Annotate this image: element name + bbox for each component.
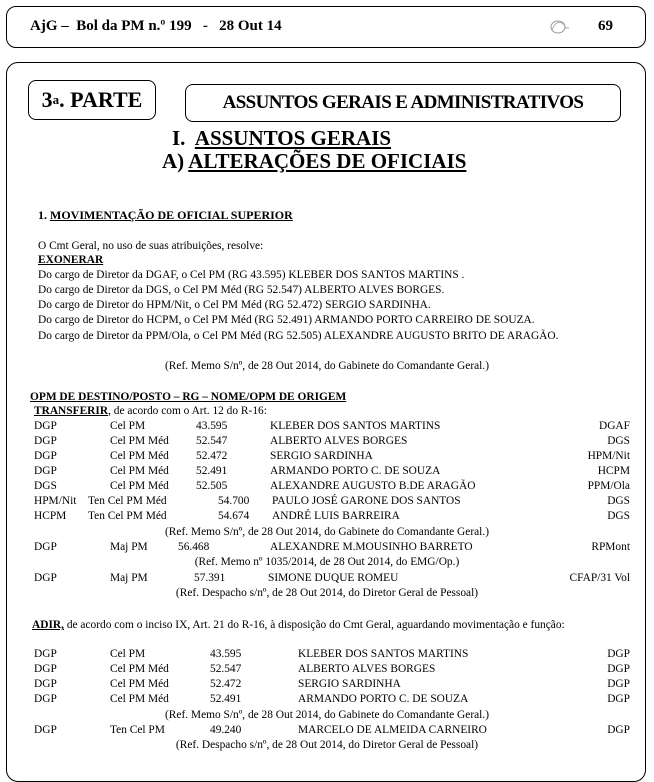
row-dest: HPM/Nit: [34, 495, 77, 507]
parte-number: 3: [41, 87, 53, 112]
row-dest: DGP: [34, 693, 57, 705]
row-dest: DGP: [34, 572, 57, 584]
row-rg: 54.700: [218, 495, 250, 507]
row-rg: 52.491: [210, 693, 242, 705]
row-origem: DGP: [607, 693, 630, 705]
row-dest: DGP: [34, 420, 57, 432]
row-origem: DGP: [607, 648, 630, 660]
row-nome: KLEBER DOS SANTOS MARTINS: [270, 420, 441, 432]
row-posto: Cel PM Méd: [110, 678, 169, 690]
section1-title: MOVIMENTAÇÃO DE OFICIAL SUPERIOR: [50, 208, 293, 222]
exonerar-line: Do cargo de Diretor do HPM/Nit, o Cel PM Méd (RG 52.472) SERGIO SARDINHA.: [38, 299, 431, 311]
row-posto: Ten Cel PM: [110, 724, 165, 736]
row-nome: ALEXANDRE AUGUSTO B.DE ARAGÃO: [270, 480, 476, 492]
row-nome: ARMANDO PORTO C. DE SOUZA: [270, 465, 441, 477]
page-number: 69: [598, 18, 613, 34]
row-dest: DGP: [34, 465, 57, 477]
ref-adir-1: (Ref. Memo S/nº, de 28 Out 2014, do Gabinete do Comandante Geral.): [165, 709, 489, 721]
row-nome: KLEBER DOS SANTOS MARTINS: [298, 648, 469, 660]
row-posto: Cel PM: [110, 648, 146, 660]
exonerar-line: Do cargo de Diretor da DGAF, o Cel PM (RG 43.595) KLEBER DOS SANTOS MARTINS .: [38, 269, 465, 281]
row-rg: 43.595: [210, 648, 242, 660]
table-row: [34, 495, 630, 510]
row-origem: DGS: [607, 495, 630, 507]
table-row: [34, 420, 630, 435]
row-posto: Ten Cel PM Méd: [88, 495, 167, 507]
row-origem: HPM/Nit: [587, 450, 630, 462]
row-rg: 52.505: [196, 480, 228, 492]
row-rg: 52.547: [210, 663, 242, 675]
row-nome: ARMANDO PORTO C. DE SOUZA: [298, 693, 469, 705]
row-posto: Cel PM Méd: [110, 663, 169, 675]
row-dest: DGP: [34, 724, 57, 736]
adir-paragraph: [32, 618, 642, 632]
row-origem: HCPM: [597, 465, 630, 477]
row-posto: Cel PM Méd: [110, 435, 169, 447]
adir-label: ADIR,: [32, 619, 64, 631]
table-row: [34, 465, 630, 480]
title1-numeral: I.: [172, 126, 186, 150]
table-row: [34, 648, 630, 663]
row-origem: DGS: [607, 510, 630, 522]
exonerar-line: Do cargo de Diretor do HCPM, o Cel PM Méd (RG 52.491) ARMANDO PORTO CARREIRO DE SOUZA.: [38, 314, 535, 326]
title1-text: ASSUNTOS GERAIS: [194, 126, 392, 150]
row-rg: 43.595: [196, 420, 228, 432]
row-origem: RPMont: [591, 541, 630, 553]
table-row: [34, 663, 630, 678]
table-row: [34, 541, 630, 556]
row-dest: DGS: [34, 480, 57, 492]
row-origem: DGP: [607, 724, 630, 736]
row-origem: DGAF: [598, 420, 630, 432]
row-posto: Cel PM Méd: [110, 465, 169, 477]
row-origem: PPM/Ola: [587, 480, 630, 492]
adir-text: de acordo com o inciso IX, Art. 21 do R-16, à disposição do Cmt Geral, aguardando movimentação e função:: [63, 619, 565, 631]
table-row: [34, 435, 630, 450]
row-origem: DGP: [607, 663, 630, 675]
title-assuntos-gerais: [172, 126, 391, 151]
transferir-suffix: , de acordo com o Art. 12 do R-16:: [108, 405, 267, 417]
ref-transferir-3: (Ref. Despacho s/nº, de 28 Out 2014, do Diretor Geral de Pessoal): [175, 587, 479, 599]
transferir-heading: [34, 404, 267, 418]
bulletin-header: AjG – Bol da PM n.º 199 - 28 Out 14: [30, 18, 282, 34]
row-rg: 52.491: [196, 465, 228, 477]
row-dest: HCPM: [34, 510, 67, 522]
row-rg: 54.674: [218, 510, 250, 522]
row-nome: MARCELO DE ALMEIDA CARNEIRO: [298, 724, 487, 736]
title2-letter: A): [162, 149, 185, 173]
exonerar-label: EXONERAR: [38, 254, 104, 266]
row-posto: Ten Cel PM Méd: [88, 510, 167, 522]
row-posto: Cel PM: [110, 420, 146, 432]
row-posto: Cel PM Méd: [110, 480, 169, 492]
parte-box: [28, 80, 156, 120]
ref-transferir-2: (Ref. Memo nº 1035/2014, de 28 Out 2014, do EMG/Op.): [194, 556, 460, 568]
ref-transferir-1: (Ref. Memo S/nº, de 28 Out 2014, do Gabinete do Comandante Geral.): [165, 526, 489, 538]
title2-text: ALTERAÇÕES DE OFICIAIS: [188, 149, 467, 173]
row-nome: PAULO JOSÉ GARONE DOS SANTOS: [272, 495, 461, 507]
assuntos-box: ASSUNTOS GERAIS E ADMINISTRATIVOS: [185, 84, 621, 122]
row-nome: ALBERTO ALVES BORGES: [298, 663, 436, 675]
ref-adir-2: (Ref. Despacho s/nº, de 28 Out 2014, do Diretor Geral de Pessoal): [175, 739, 479, 751]
exonerar-line: Do cargo de Diretor da DGS, o Cel PM Méd (RG 52.547) ALBERTO ALVES BORGES.: [38, 284, 445, 296]
row-dest: DGP: [34, 541, 57, 553]
exonerar-line: Do cargo de Diretor da PPM/Ola, o Cel PM Méd (RG 52.505) ALEXANDRE AUGUSTO BRITO DE ARAGÃO.: [38, 330, 559, 342]
row-dest: DGP: [34, 663, 57, 675]
rubric-stamp-icon: [548, 16, 570, 36]
row-nome: SERGIO SARDINHA: [298, 678, 401, 690]
section1-heading: [38, 208, 293, 222]
row-posto: Cel PM Méd: [110, 450, 169, 462]
parte-label: . PARTE: [59, 87, 143, 112]
row-posto: Maj PM: [110, 572, 148, 584]
row-rg: 56.468: [178, 541, 210, 553]
section1-intro: O Cmt Geral, no uso de suas atribuições, resolve:: [38, 240, 264, 252]
row-rg: 57.391: [194, 572, 226, 584]
row-origem: DGP: [607, 678, 630, 690]
title-alteracoes: [162, 149, 466, 174]
row-origem: CFAP/31 Vol: [569, 572, 630, 584]
row-origem: DGS: [607, 435, 630, 447]
transferir-label: TRANSFERIR: [34, 405, 109, 417]
row-posto: Maj PM: [110, 541, 148, 553]
row-rg: 52.472: [210, 678, 242, 690]
table-row: [34, 572, 630, 587]
row-dest: DGP: [34, 450, 57, 462]
row-rg: 52.472: [196, 450, 228, 462]
row-rg: 49.240: [210, 724, 242, 736]
row-nome: SIMONE DUQUE ROMEU: [268, 572, 399, 584]
row-nome: SERGIO SARDINHA: [270, 450, 373, 462]
row-dest: DGP: [34, 648, 57, 660]
parte-superscript: a: [52, 92, 60, 107]
table-row: [34, 510, 630, 525]
table-row: [34, 450, 630, 465]
table-row: [34, 693, 630, 708]
row-posto: Cel PM Méd: [110, 693, 169, 705]
row-nome: ALEXANDRE M.MOUSINHO BARRETO: [270, 541, 473, 553]
row-nome: ANDRÉ LUIS BARREIRA: [272, 510, 400, 522]
table-row: [34, 678, 630, 693]
row-nome: ALBERTO ALVES BORGES: [270, 435, 408, 447]
ref-exonerar: (Ref. Memo S/nº, de 28 Out 2014, do Gabinete do Comandante Geral.): [165, 360, 489, 372]
table-row: [34, 724, 630, 739]
opm-header: OPM DE DESTINO/POSTO – RG – NOME/OPM DE ORIGEM: [30, 391, 347, 403]
row-dest: DGP: [34, 435, 57, 447]
row-rg: 52.547: [196, 435, 228, 447]
section1-number: 1.: [38, 208, 47, 222]
table-row: [34, 480, 630, 495]
row-dest: DGP: [34, 678, 57, 690]
